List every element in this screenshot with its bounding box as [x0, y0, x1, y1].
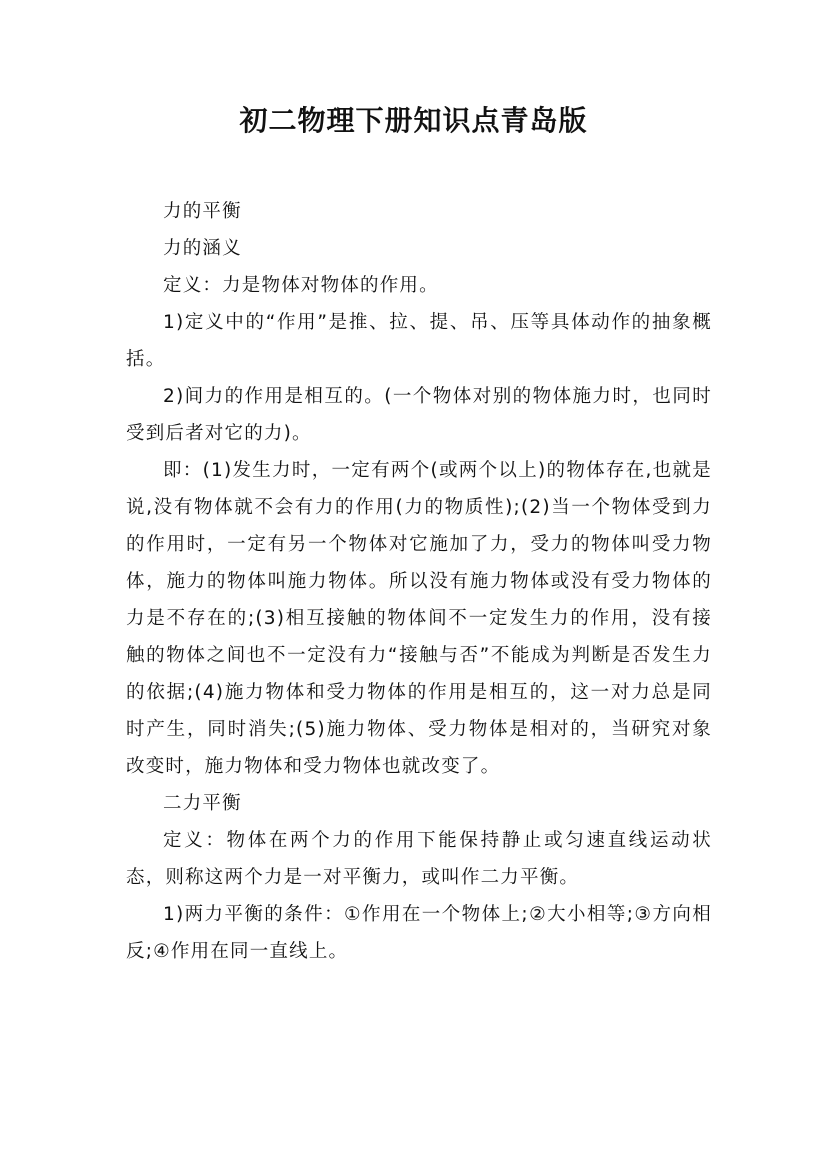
- paragraph-two-force-conditions: 1)两力平衡的条件：①作用在一个物体上;②大小相等;③方向相反;④作用在同一直线上。: [126, 904, 712, 962]
- paragraph-heading-force-meaning: 力的涵义: [163, 238, 242, 259]
- paragraph-two-force-definition: 定义：物体在两个力的作用下能保持静止或匀速直线运动状态，则称这两个力是一对平衡力，或叫作二力平衡。: [126, 830, 712, 888]
- paragraph-heading-force-balance: 力的平衡: [163, 201, 242, 222]
- document-title: 初二物理下册知识点青岛版: [239, 104, 588, 137]
- paragraph-force-definition: 定义：力是物体对物体的作用。: [163, 275, 439, 296]
- paragraph-point-2: 2)间力的作用是相互的。(一个物体对别的物体施力时，也同时受到后者对它的力)。: [126, 386, 712, 444]
- paragraph-heading-two-force-balance: 二力平衡: [163, 793, 242, 814]
- paragraph-point-1: 1)定义中的“作用”是推、拉、提、吊、压等具体动作的抽象概括。: [126, 312, 712, 370]
- document-body: [126, 193, 712, 970]
- paragraph-explanation: 即：(1)发生力时，一定有两个(或两个以上)的物体存在,也就是说,没有物体就不会有力的作用(力的物质性);(2)当一个物体受到力的作用时，一定有另一个物体对它施加了力，受力的物体叫受力物体，施力的物体叫施力物体。所以没有施力物体或没有受力物体的力是不存在的;(3)相互接触的物体间不一定发生力的作用，没有接触的物体之间也不一定没有力“接触与否”不能成为判断是否发生力的依据;(4)施力物体和受力物体的作用是相互的，这一对力总是同时产生，同时消失;(5)施力物体、受力物体是相对的，当研究对象改变时，施力物体和受力物体也就改变了。: [126, 460, 712, 777]
